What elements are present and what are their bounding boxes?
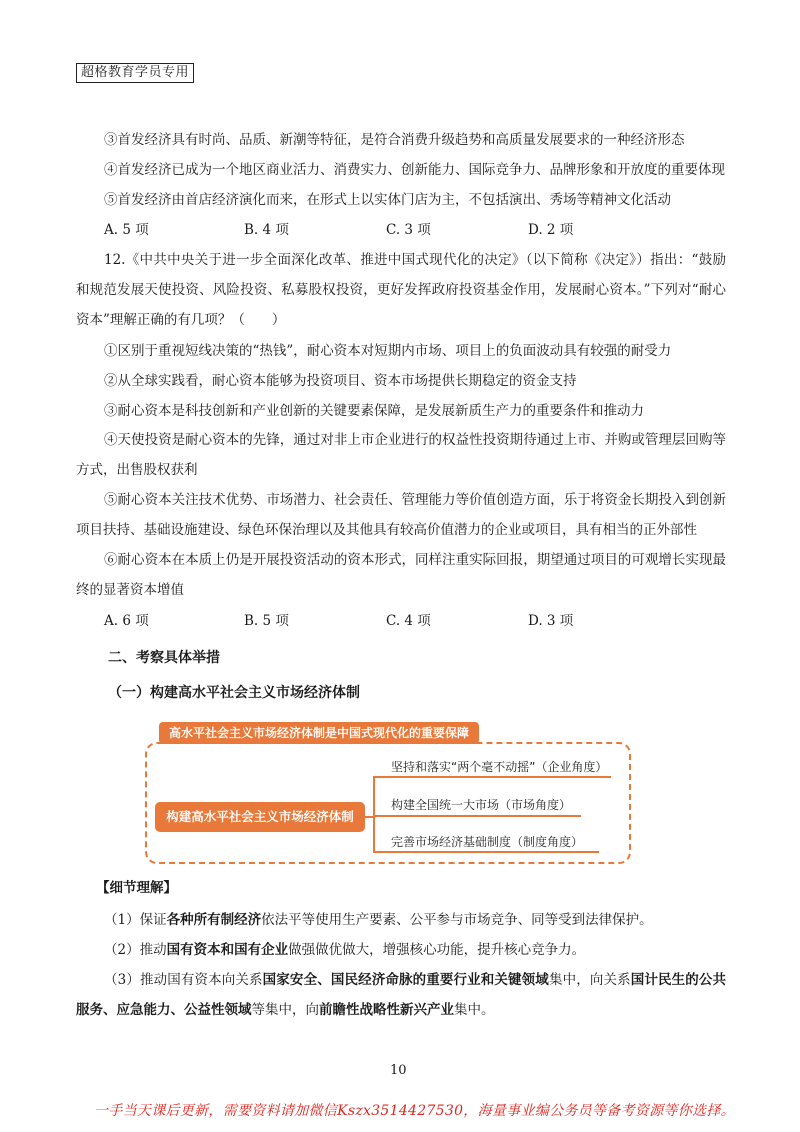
promo-footer: 一手当天课后更新，需要资料请加微信Kszx3514427530，海量事业编公务员等备考资源等你选择。 bbox=[94, 1103, 735, 1119]
q12-option-c: C. 4 项 bbox=[386, 613, 431, 629]
q12-option-b: B. 5 项 bbox=[244, 613, 289, 629]
q11-item-5: ⑤首发经济由首店经济演化而来，在形式上以实体门店为主，不包括演出、秀场等精神文化活动 bbox=[104, 192, 671, 208]
detail-2-c: 做强做优做大，增强核心功能，提升核心竞争力。 bbox=[288, 942, 586, 958]
diagram-branch-line-2 bbox=[373, 815, 581, 817]
diagram-branch-line-3 bbox=[373, 851, 599, 853]
q12-item-6: ⑥耐心资本在本质上仍是开展投资活动的资本形式，同样注重实际回报，期望通过项目的可观增长实现最终的显著资本增值 bbox=[76, 552, 726, 598]
detail-1-c: 依法平等使用生产要素、公平参与市场竞争、同等受到法律保护。 bbox=[261, 912, 653, 928]
q11-item-3: ③首发经济具有时尚、品质、新潮等特征，是符合消费升级趋势和高质量发展要求的一种经济形态 bbox=[104, 132, 685, 148]
q11-option-a: A. 5 项 bbox=[104, 222, 149, 238]
detail-2 bbox=[104, 942, 724, 959]
diagram-branch-line-1 bbox=[373, 776, 611, 778]
mindmap-diagram bbox=[145, 722, 635, 867]
diagram-spine bbox=[373, 776, 375, 852]
detail-3-a: （3）推动国有资本向关系 bbox=[104, 972, 263, 988]
q12-item-1: ①区别于重视短线决策的“热钱”，耐心资本对短期内市场、项目上的负面波动具有较强的耐受力 bbox=[104, 343, 672, 359]
q12-item-5: ⑤耐心资本关注技术优势、市场潜力、社会责任、管理能力等价值创造方面，乐于将资金长期投入到创新项目扶持、基础设施建设、绿色环保治理以及其他具有较高价值潜力的企业或项目，具有相当的正外部性 bbox=[76, 492, 726, 538]
detail-3 bbox=[76, 965, 726, 1025]
page-number: 10 bbox=[390, 1063, 407, 1078]
detail-3-c: 集中，向关系 bbox=[548, 972, 631, 988]
diagram-branch-2: 构建全国统一大市场（市场角度） bbox=[391, 798, 572, 812]
q11-option-b: B. 4 项 bbox=[244, 222, 289, 238]
q12-stem: 12.《中共中央关于进一步全面深化改革、推进中国式现代化的决定》（以下简称《决定》）指出：“鼓励和规范发展天使投资、风险投资、私募股权投资，更好发挥政府投资基金作用，发展耐心资本。”下列对“耐心资本”理解正确的有几项？（ ） bbox=[76, 252, 726, 328]
diagram-branch-3: 完善市场经济基础制度（制度角度） bbox=[391, 835, 584, 849]
detail-3-keyword-3: 前瞻性战略性新兴产业 bbox=[319, 1002, 454, 1018]
detail-3-e: 等集中，向 bbox=[251, 1002, 319, 1018]
detail-3-keyword-1: 国家安全、国民经济命脉的重要行业和关键领域 bbox=[262, 972, 549, 988]
detail-2-keyword: 国有资本和国有企业 bbox=[166, 942, 289, 958]
detail-1-a: （1）保证 bbox=[104, 912, 167, 928]
q12-item-3: ③耐心资本是科技创新和产业创新的关键要素保障，是发展新质生产力的重要条件和推动力 bbox=[104, 403, 644, 419]
diagram-branch-1: 坚持和落实“两个毫不动摇”（企业角度） bbox=[391, 760, 608, 774]
section-subheading: （一）构建高水平社会主义市场经济体制 bbox=[108, 685, 360, 701]
q11-option-d: D. 2 项 bbox=[528, 222, 574, 238]
q12-item-4: ④天使投资是耐心资本的先锋，通过对非上市企业进行的权益性投资期待通过上市、并购或管理层回购等方式，出售股权获利 bbox=[76, 432, 726, 478]
q12-item-2: ②从全球实践看，耐心资本能够为投资项目、资本市场提供长期稳定的资金支持 bbox=[104, 373, 577, 389]
detail-1-keyword: 各种所有制经济 bbox=[166, 912, 262, 928]
section-heading: 二、考察具体举措 bbox=[108, 650, 220, 666]
diagram-top-label: 高水平社会主义市场经济体制是中国式现代化的重要保障 bbox=[159, 722, 479, 744]
details-title: 【细节理解】 bbox=[96, 880, 177, 896]
q12-option-d: D. 3 项 bbox=[528, 613, 574, 629]
watermark-stamp: 超格教育学员专用 bbox=[76, 63, 194, 83]
detail-1 bbox=[104, 912, 724, 929]
detail-3-g: 集中。 bbox=[454, 1002, 495, 1018]
q11-option-c: C. 3 项 bbox=[386, 222, 431, 238]
detail-2-a: （2）推动 bbox=[104, 942, 167, 958]
q12-option-a: A. 6 项 bbox=[104, 613, 149, 629]
detail-3-keyword-2: 国计民生的公共服务、应急能力、公益性领域 bbox=[76, 972, 727, 1018]
diagram-center-node: 构建高水平社会主义市场经济体制 bbox=[155, 802, 365, 832]
q11-item-4: ④首发经济已成为一个地区商业活力、消费实力、创新能力、国际竞争力、品牌形象和开放度的重要体现 bbox=[104, 162, 725, 178]
